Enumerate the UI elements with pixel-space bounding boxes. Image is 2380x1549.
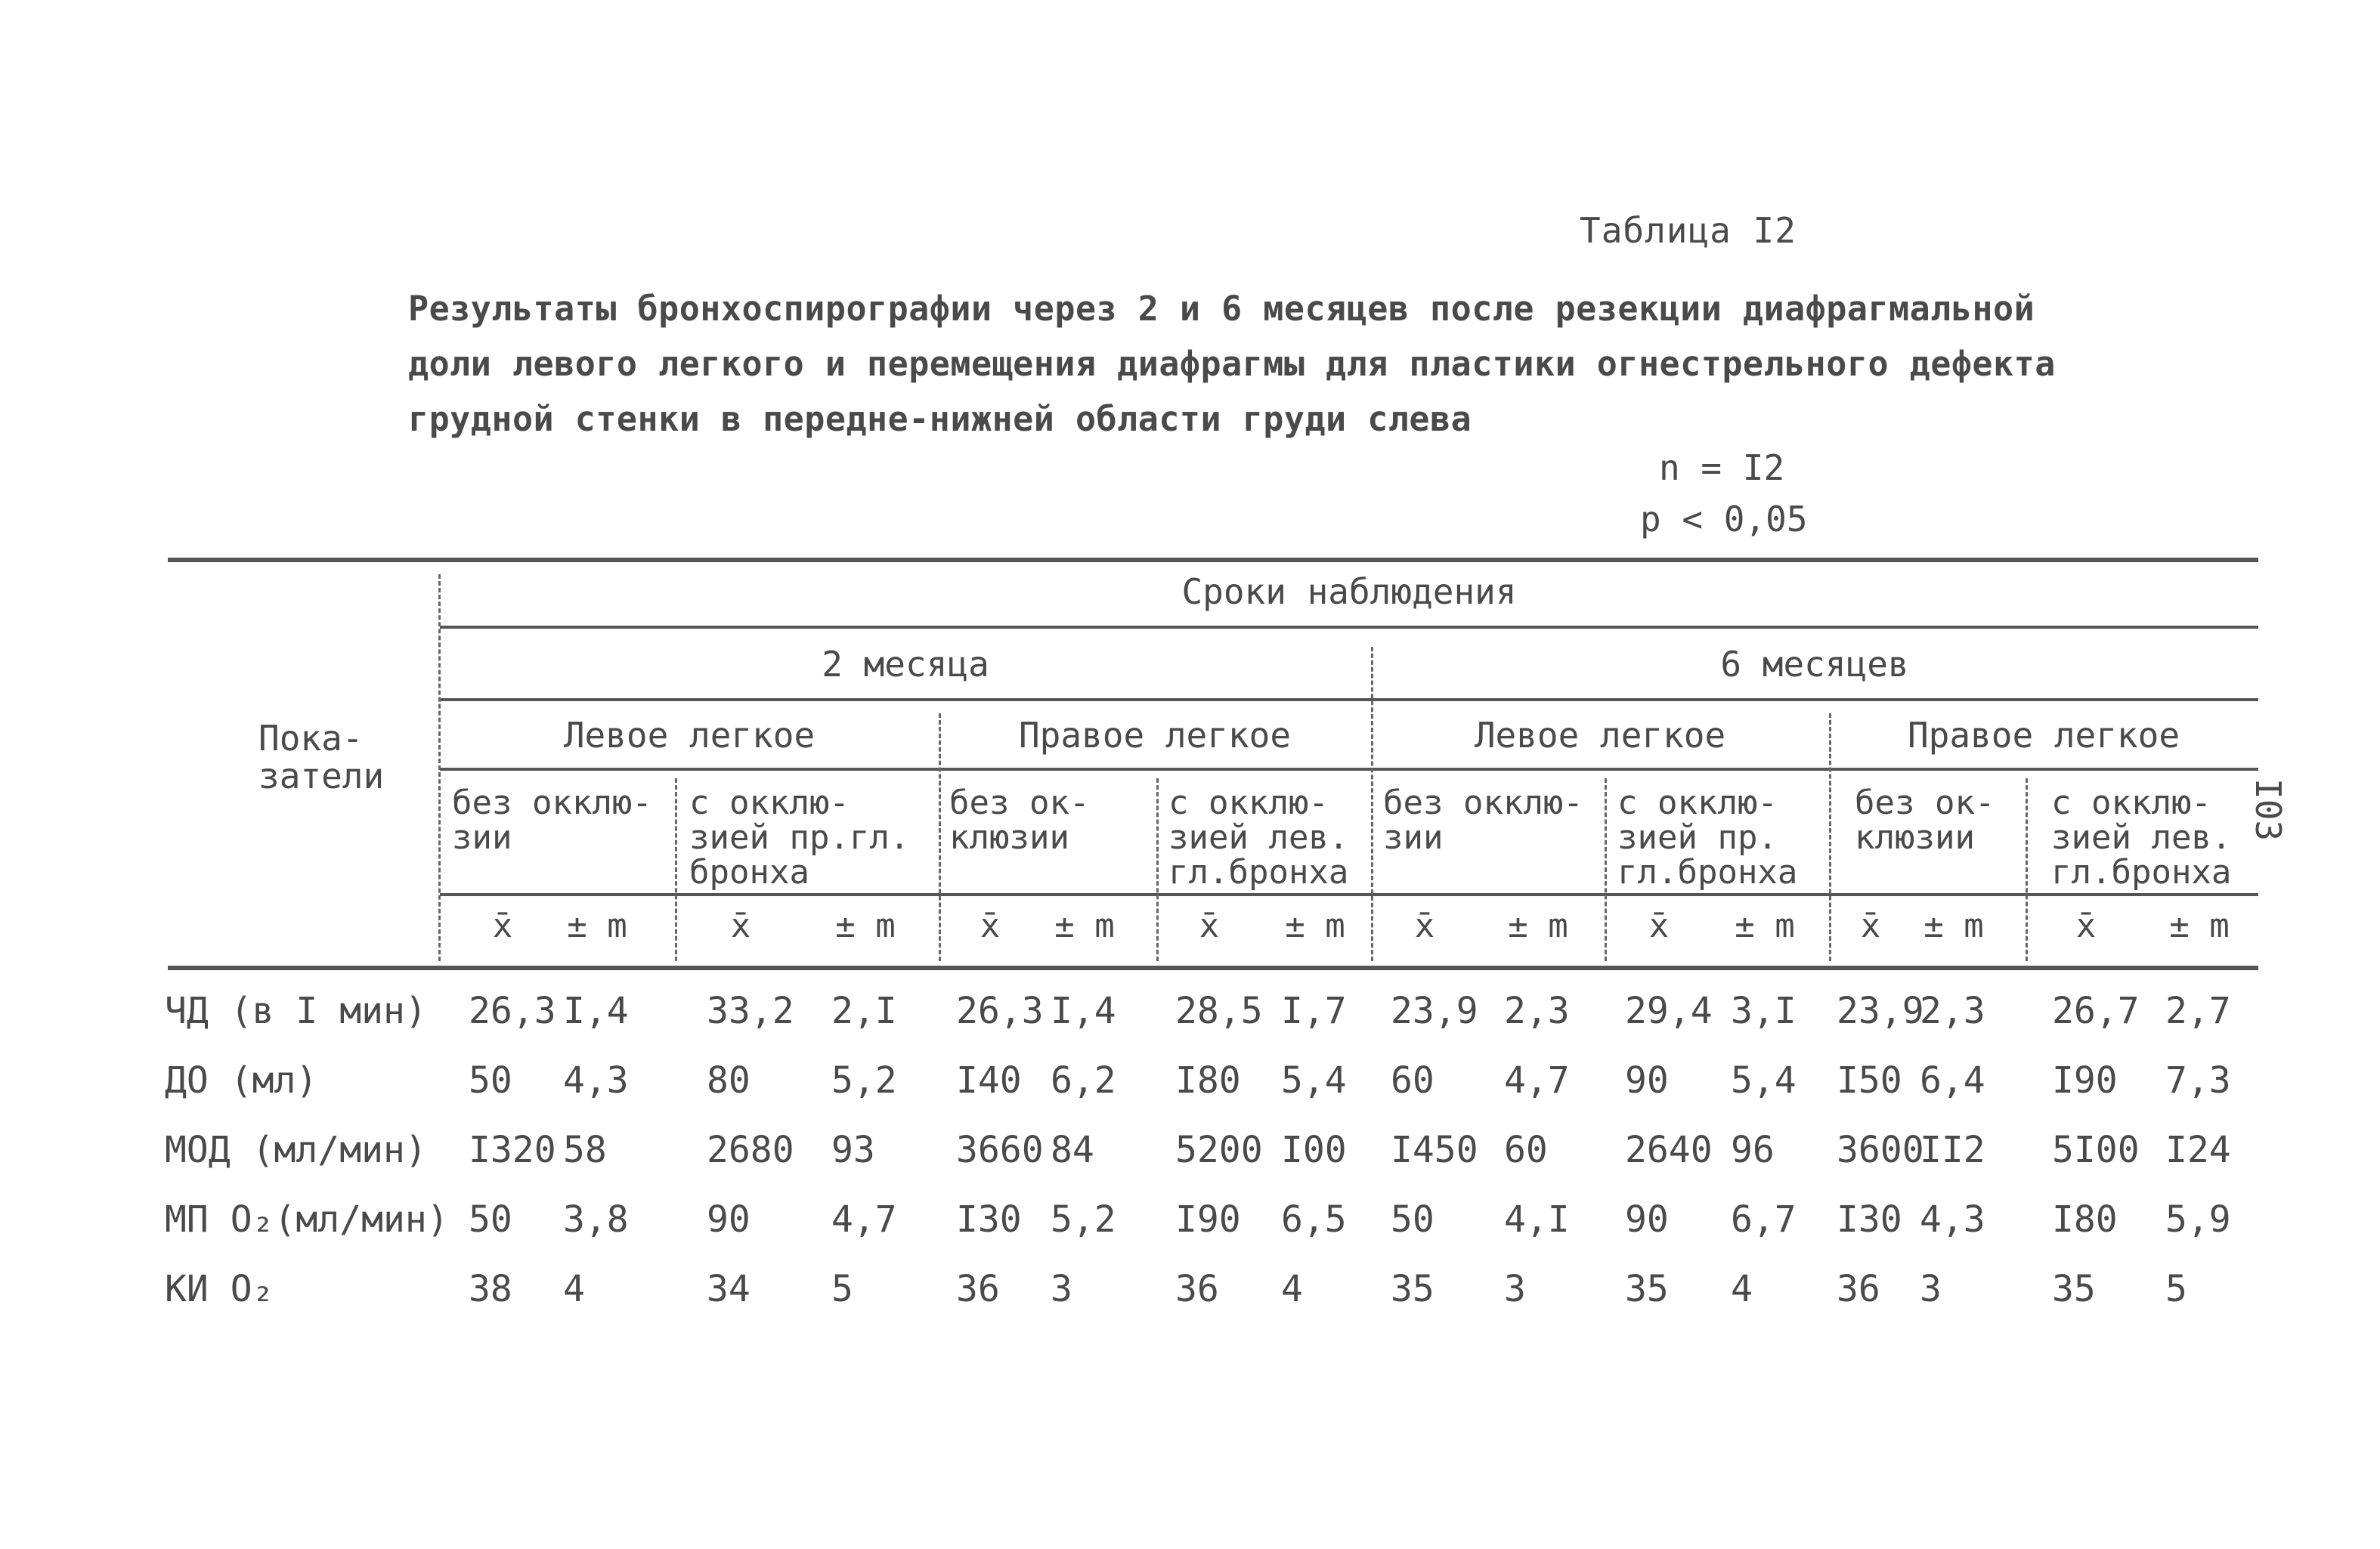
lung-rule: [440, 768, 2258, 771]
mean-value-cell: 26,3: [469, 990, 556, 1032]
error-value-cell: 4,3: [563, 1059, 629, 1102]
error-value-cell: 3,I: [1731, 990, 1797, 1032]
error-column-header: ± m: [567, 907, 627, 945]
significance-level: p < 0,05: [1640, 499, 1808, 540]
table-row: [165, 990, 2266, 1050]
condition-header: без ок- клюзии: [1855, 784, 1995, 857]
error-value-cell: 4,7: [1504, 1059, 1570, 1102]
mean-value-cell: 33,2: [707, 990, 794, 1032]
error-value-cell: 2,3: [1504, 990, 1570, 1032]
mean-value-cell: I80: [2052, 1198, 2118, 1241]
error-value-cell: 2,3: [1920, 990, 1985, 1032]
error-value-cell: 6,2: [1051, 1059, 1116, 1102]
mean-column-header: x̄: [1860, 907, 1881, 945]
row-label: МОД (мл/мин): [165, 1129, 427, 1171]
condition-header: без ок- клюзии: [949, 784, 1090, 857]
error-value-cell: 2,I: [831, 990, 897, 1032]
lung-header: Правое легкое: [1018, 715, 1292, 756]
row-label: МП О₂(мл/мин): [165, 1198, 449, 1241]
error-value-cell: 5: [2165, 1268, 2187, 1310]
mean-value-cell: I450: [1391, 1129, 1478, 1171]
mean-value-cell: 50: [469, 1059, 512, 1102]
row-label: ДО (мл): [165, 1059, 318, 1102]
mean-value-cell: 28,5: [1175, 990, 1263, 1032]
error-value-cell: 58: [563, 1129, 607, 1171]
title-line: Результаты бронхоспирографии через 2 и 6 месяцев после резекции диафрагмальной: [408, 289, 2035, 329]
mean-value-cell: 34: [707, 1268, 751, 1310]
error-value-cell: 3: [1051, 1268, 1072, 1310]
mean-value-cell: 90: [1625, 1198, 1669, 1241]
error-value-cell: I,7: [1281, 990, 1347, 1032]
mean-value-cell: 90: [707, 1198, 751, 1241]
mean-value-cell: 35: [1625, 1268, 1669, 1310]
error-value-cell: 3: [1920, 1268, 1942, 1310]
condition-header: с окклю- зией пр. гл.бронха: [1617, 784, 1798, 892]
table-title: [408, 281, 2146, 447]
month-header: 6 месяцев: [1720, 644, 1909, 685]
error-column-header: ± m: [1054, 907, 1115, 945]
lung-header: Левое легкое: [563, 715, 816, 756]
column-divider: [675, 778, 677, 961]
error-value-cell: 4: [1281, 1268, 1303, 1310]
mean-value-cell: I30: [1837, 1198, 1902, 1241]
error-value-cell: 7,3: [2165, 1059, 2231, 1102]
period-rule: [440, 626, 2258, 629]
page-number: I03: [2248, 778, 2289, 842]
month-header: 2 месяца: [822, 644, 989, 685]
row-label: ЧД (в I мин): [165, 990, 427, 1032]
mean-value-cell: 36: [1837, 1268, 1880, 1310]
mean-value-cell: 36: [956, 1268, 1000, 1310]
column-divider: [438, 574, 441, 961]
period-header: Сроки наблюдения: [1181, 571, 1517, 612]
error-value-cell: 84: [1051, 1129, 1094, 1171]
mean-value-cell: 3600: [1837, 1129, 1924, 1171]
error-column-header: ± m: [1285, 907, 1345, 945]
mean-value-cell: 5200: [1175, 1129, 1263, 1171]
sample-size: n = I2: [1659, 447, 1785, 488]
error-value-cell: 5,4: [1731, 1059, 1797, 1102]
mean-value-cell: 60: [1391, 1059, 1434, 1102]
error-value-cell: 6,7: [1731, 1198, 1797, 1241]
mean-value-cell: 36: [1175, 1268, 1219, 1310]
error-value-cell: I,4: [563, 990, 629, 1032]
mean-column-header: x̄: [980, 907, 1001, 945]
column-divider: [1156, 778, 1159, 961]
mean-value-cell: 26,3: [956, 990, 1044, 1032]
error-column-header: ± m: [835, 907, 896, 945]
month-rule: [440, 698, 2258, 701]
mean-value-cell: 23,9: [1391, 990, 1478, 1032]
condition-header: с окклю- зией лев. гл.бронха: [1168, 784, 1349, 892]
condition-header: с окклю- зией лев. гл.бронха: [2051, 784, 2232, 892]
mean-value-cell: I50: [1837, 1059, 1902, 1102]
error-value-cell: 4,7: [831, 1198, 897, 1241]
condition-header: с окклю- зией пр.гл. бронха: [689, 784, 910, 892]
error-value-cell: II2: [1920, 1129, 1985, 1171]
mean-value-cell: 2640: [1625, 1129, 1713, 1171]
condition-rule: [440, 893, 2258, 896]
mean-value-cell: 23,9: [1837, 990, 1924, 1032]
table-row: [165, 1268, 2266, 1328]
error-value-cell: I00: [1281, 1129, 1347, 1171]
error-column-header: ± m: [1923, 907, 1984, 945]
mean-column-header: x̄: [2075, 907, 2097, 945]
column-divider: [1605, 778, 1607, 961]
mean-value-cell: 80: [707, 1059, 751, 1102]
mean-value-cell: 2680: [707, 1129, 794, 1171]
indicator-header: Пока- затели: [258, 718, 385, 796]
error-value-cell: 2,7: [2165, 990, 2231, 1032]
table-top-rule: [168, 558, 2258, 562]
mean-value-cell: 50: [1391, 1198, 1434, 1241]
mean-column-header: x̄: [1414, 907, 1435, 945]
error-column-header: ± m: [1508, 907, 1568, 945]
column-divider: [2026, 778, 2028, 961]
mean-column-header: x̄: [492, 907, 513, 945]
error-value-cell: 4: [1731, 1268, 1753, 1310]
column-divider: [1371, 647, 1373, 961]
mean-column-header: x̄: [730, 907, 751, 945]
error-column-header: ± m: [2169, 907, 2230, 945]
condition-header: без окклю- зии: [452, 784, 652, 857]
error-value-cell: 6,5: [1281, 1198, 1347, 1241]
error-value-cell: 3: [1504, 1268, 1526, 1310]
mean-column-header: x̄: [1648, 907, 1670, 945]
mean-value-cell: 26,7: [2052, 990, 2140, 1032]
lung-header: Правое легкое: [1907, 715, 2180, 756]
error-value-cell: 4,3: [1920, 1198, 1985, 1241]
error-value-cell: 5: [831, 1268, 853, 1310]
mean-value-cell: 29,4: [1625, 990, 1713, 1032]
mean-value-cell: 90: [1625, 1059, 1669, 1102]
table-row: [165, 1059, 2266, 1120]
error-value-cell: 5,4: [1281, 1059, 1347, 1102]
error-value-cell: 93: [831, 1129, 875, 1171]
mean-value-cell: I320: [469, 1129, 556, 1171]
table-label: Таблица I2: [1580, 210, 1797, 251]
mean-value-cell: I30: [956, 1198, 1022, 1241]
error-value-cell: 4,I: [1504, 1198, 1570, 1241]
header-bottom-rule: [168, 966, 2258, 970]
error-value-cell: I,4: [1051, 990, 1116, 1032]
condition-header: без окклю- зии: [1383, 784, 1583, 857]
error-value-cell: I24: [2165, 1129, 2231, 1171]
mean-value-cell: I40: [956, 1059, 1022, 1102]
table-row: [165, 1198, 2266, 1259]
mean-value-cell: 38: [469, 1268, 512, 1310]
row-label: КИ О₂: [165, 1268, 274, 1310]
error-value-cell: 6,4: [1920, 1059, 1985, 1102]
mean-value-cell: I90: [2052, 1059, 2118, 1102]
mean-value-cell: 35: [1391, 1268, 1434, 1310]
table-row: [165, 1129, 2266, 1189]
error-value-cell: 5,2: [1051, 1198, 1116, 1241]
title-line: грудной стенки в передне-нижней области груди слева: [408, 399, 1472, 439]
error-value-cell: 5,9: [2165, 1198, 2231, 1241]
lung-header: Левое легкое: [1474, 715, 1726, 756]
mean-value-cell: 50: [469, 1198, 512, 1241]
mean-value-cell: I90: [1175, 1198, 1241, 1241]
title-line: доли левого легкого и перемещения диафрагмы для пластики огнестрельного дефекта: [408, 344, 2056, 384]
mean-value-cell: 3660: [956, 1129, 1044, 1171]
error-value-cell: 4: [563, 1268, 585, 1310]
mean-value-cell: I80: [1175, 1059, 1241, 1102]
mean-column-header: x̄: [1199, 907, 1220, 945]
error-value-cell: 3,8: [563, 1198, 629, 1241]
error-value-cell: 5,2: [831, 1059, 897, 1102]
mean-value-cell: 5I00: [2052, 1129, 2140, 1171]
error-column-header: ± m: [1735, 907, 1795, 945]
mean-value-cell: 35: [2052, 1268, 2096, 1310]
error-value-cell: 60: [1504, 1129, 1548, 1171]
error-value-cell: 96: [1731, 1129, 1775, 1171]
